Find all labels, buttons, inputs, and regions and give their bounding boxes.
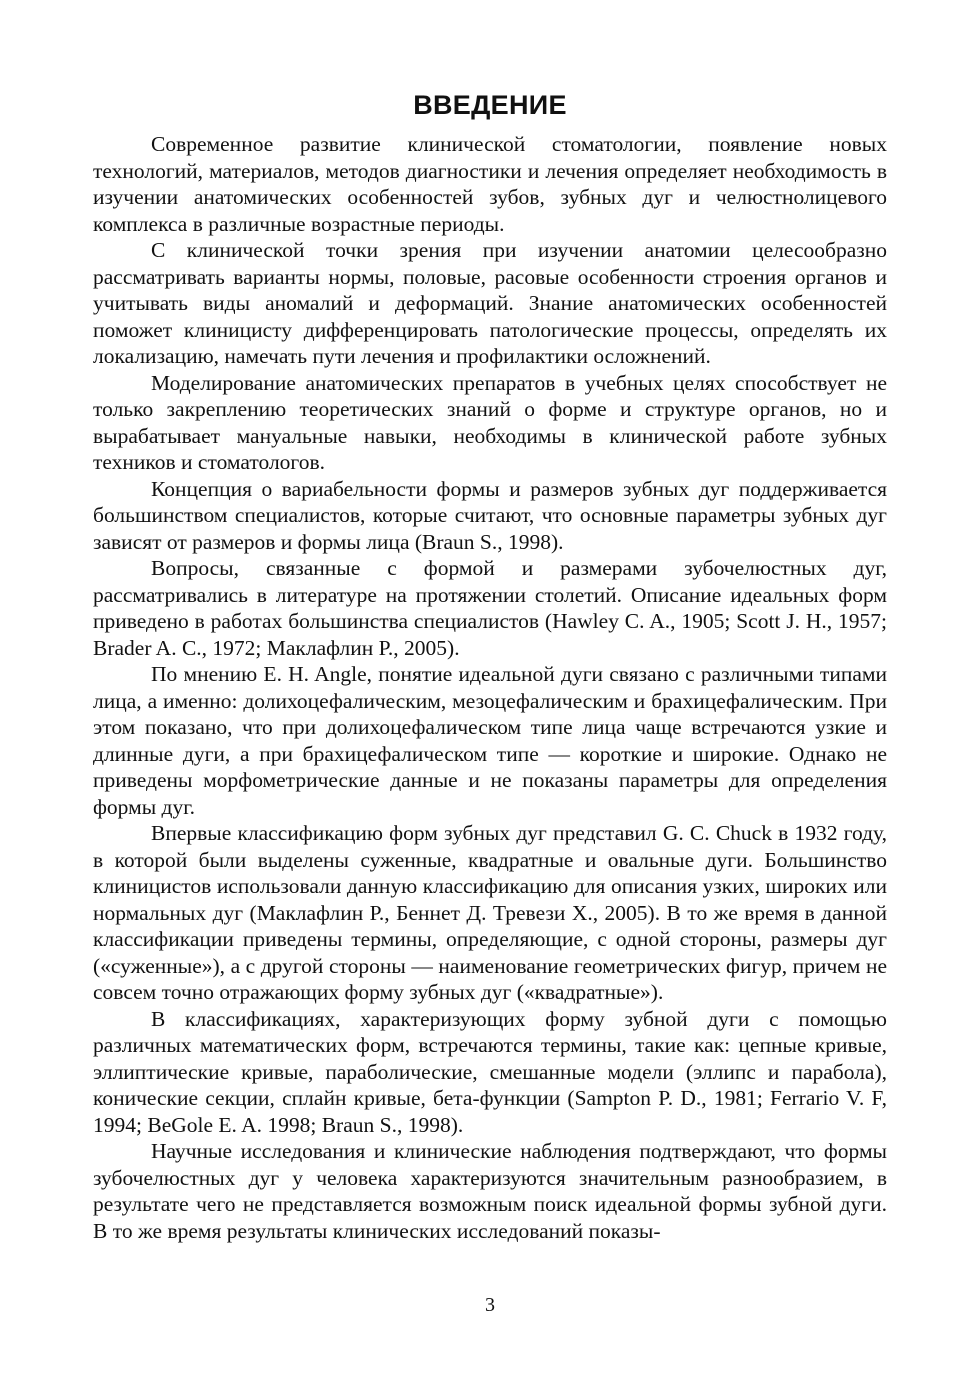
page-title: ВВЕДЕНИЕ <box>413 90 567 120</box>
page-body <box>93 90 887 1244</box>
paragraph-4: Концепция о вариабельности формы и размеров зубных дуг поддерживается большинством специалистов, которые считают, что основные параметры зубных дуг зависят от размеров и формы лица (Braun S., 1998). <box>93 476 887 554</box>
paragraph-1: Современное развитие клинической стоматологии, появление новых технологий, материалов, методов диагностики и лечения определяет необходимость в изучении анатомических особенностей зубов, зубных дуг и челюстнолицевого комплекса в различные возрастные периоды. <box>93 132 887 236</box>
paragraph-2: С клинической точки зрения при изучении анатомии целесообразно рассматривать варианты нормы, половые, расовые особенности строения органов и учитывать виды аномалий и деформаций. Знание анатомических особенностей поможет клиницисту дифференцировать патологические процессы, определять их локализацию, намечать пути лечения и профилактики осложнений. <box>93 238 887 368</box>
paragraph-9: Научные исследования и клинические наблюдения подтверждают, что формы зубочелюстных дуг у человека характеризуются значительным разнообразием, в результате чего не представляется возможным поиск идеальной формы зубной дуги. В то же время результаты клинических исследований показы- <box>93 1139 887 1243</box>
paragraph-5: Вопросы, связанные с формой и размерами зубочелюстных дуг, рассматривались в литературе на протяжении столетий. Описание идеальных форм приведено в работах большинства специалистов (Hawley C. A., 1905; Scott J. H., 1957; Brader A. C., 1972; Маклафлин Р., 2005). <box>93 556 887 660</box>
paragraph-8: В классификациях, характеризующих форму зубной дуги с помощью различных математических форм, встречаются термины, такие как: цепные кривые, эллиптические кривые, параболические, смешанные модели (эллипс и парабола), конические секции, сплайн кривые, бета-функции (Sampton P. D., 1981; Ferrario V. F, 1994; BeGole E. A. 1998; Braun S., 1998). <box>93 1006 887 1137</box>
paragraph-3: Моделирование анатомических препаратов в учебных целях способствует не только закреплению теоретических знаний о форме и структуре органов, но и вырабатывает мануальные навыки, необходимы в клинической работе зубных техников и стоматологов. <box>93 370 887 474</box>
paragraph-7: Впервые классификацию форм зубных дуг представил G. C. Chuck в 1932 году, в которой были выделены суженные, квадратные и овальные дуги. Большинство клиницистов использовали данную классификацию для описания узких, широких или нормальных дуг (Маклафлин Р., Беннет Д. Тревези Х., 2005). В то же время в данной классификации приведены термины, определяющие, с одной стороны, размеры дуг («суженные»), а с другой стороны — наименование геометрических фигур, причем не совсем точно отражающих форму зубных дуг («квадратные»). <box>93 821 887 1004</box>
page-number: 3 <box>485 1294 495 1316</box>
paragraph-6: По мнению E. H. Angle, понятие идеальной дуги связано с различными типами лица, а именно: долихоцефалическим, мезоцефалическим и брахицефалическим. При этом показано, что при долихоцефалическом типе лица чаще встречаются узкие и длинные дуги, а при брахицефалическом типе — короткие и широкие. Однако не приведены морфометрические данные и не показаны параметры для определения формы дуг. <box>93 662 887 819</box>
